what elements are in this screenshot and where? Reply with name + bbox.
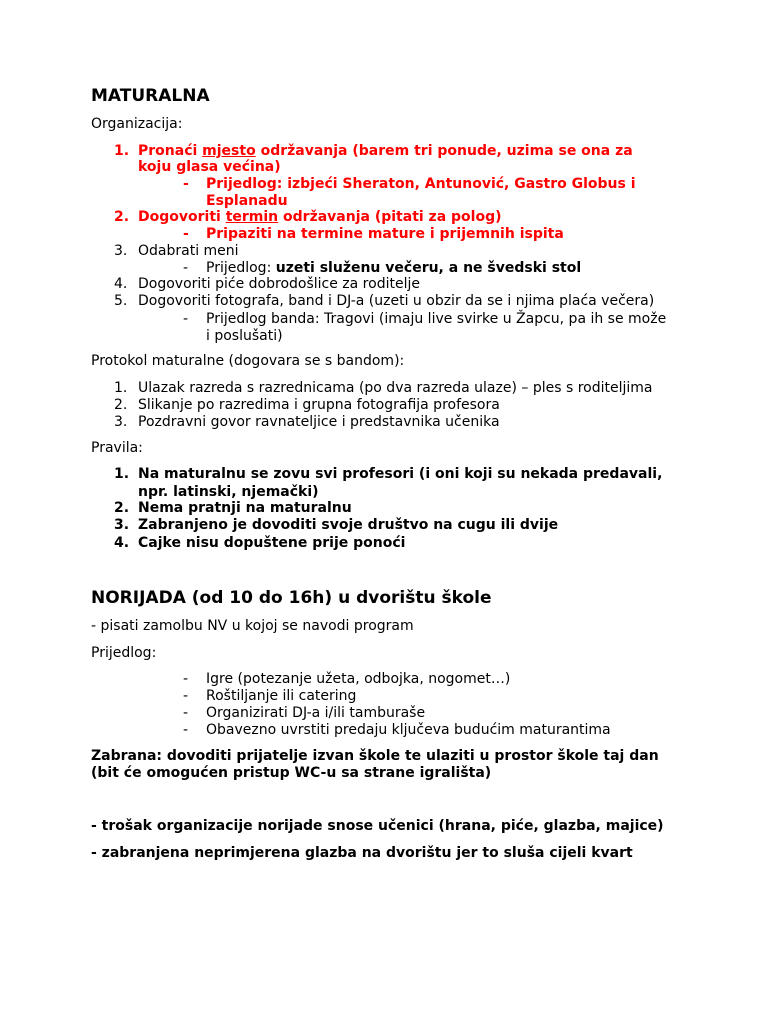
org-item-2-sub: Pripaziti na termine mature i prijemnih ispita (206, 226, 564, 242)
rules-item-1-line-1: Na maturalnu se zovu svi profesori (i oni koji su nekada predavali, (138, 466, 663, 482)
underlined-word: mjesto (202, 143, 256, 159)
org-item-2: Dogovoriti termin održavanja (pitati za polog) (138, 209, 502, 225)
dash-bullet: - (183, 671, 189, 687)
protocol-label: Protokol maturalne (dogovara se s bandom): (91, 353, 405, 369)
ban-line-2: (bit će omogućen pristup WC-u sa strane igrališta) (91, 765, 492, 781)
org-item-4: Dogovoriti piće dobrodošlice za roditelje (138, 276, 420, 292)
org-item-3-sub: Prijedlog: uzeti služenu večeru, a ne švedski stol (206, 260, 582, 276)
rules-item-4: Cajke nisu dopuštene prije ponoći (138, 535, 406, 551)
cost-note: - trošak organizacije norijade snose učenici (hrana, piće, glazba, majice) (91, 818, 664, 834)
list-number: 4. (114, 535, 130, 551)
list-number: 3. (114, 414, 128, 430)
list-number: 1. (114, 380, 128, 396)
proposal-label: Prijedlog: (91, 645, 157, 661)
underlined-word: termin (225, 209, 279, 225)
org-item-1-sub-line-1: Prijedlog: izbjeći Sheraton, Antunović, Gastro Globus i (206, 176, 636, 192)
list-number: 2. (114, 397, 128, 413)
list-number: 4. (114, 276, 128, 292)
list-number: 1. (114, 466, 130, 482)
ban-line-1: Zabrana: dovoditi prijatelje izvan škole te ulaziti u prostor škole taj dan (91, 748, 659, 764)
list-number: 1. (114, 143, 130, 159)
music-note: - zabranjena neprimjerena glazba na dvorištu jer to sluša cijeli kvart (91, 845, 633, 861)
proposal-item-4: Obavezno uvrstiti predaju ključeva budućim maturantima (206, 722, 611, 738)
rules-label: Pravila: (91, 440, 143, 456)
list-number: 3. (114, 517, 130, 533)
norijada-note: - pisati zamolbu NV u kojoj se navodi program (91, 618, 414, 634)
organizacija-label: Organizacija: (91, 116, 183, 132)
protocol-item-1: Ulazak razreda s razrednicama (po dva razreda ulaze) – ples s roditeljima (138, 380, 653, 396)
proposal-item-2: Roštiljanje ili catering (206, 688, 357, 704)
org-item-1-line-2: koju glasa većina) (138, 159, 281, 175)
proposal-item-1: Igre (potezanje užeta, odbojka, nogomet…) (206, 671, 511, 687)
rules-item-3: Zabranjeno je dovoditi svoje društvo na cugu ili dvije (138, 517, 559, 533)
dash-bullet: - (183, 176, 189, 192)
section-title-norijada: NORIJADA (od 10 do 16h) u dvorištu škole (91, 588, 492, 608)
rules-item-2: Nema pratnji na maturalnu (138, 500, 352, 516)
protocol-item-2: Slikanje po razredima i grupna fotografija profesora (138, 397, 500, 413)
list-number: 5. (114, 293, 128, 309)
org-item-5: Dogovoriti fotografa, band i DJ-a (uzeti u obzir da se i njima plaća večera) (138, 293, 655, 309)
list-number: 3. (114, 243, 128, 259)
proposal-item-3: Organizirati DJ-a i/ili tamburaše (206, 705, 426, 721)
dash-bullet: - (183, 260, 189, 276)
org-item-1-sub-line-2: Esplanadu (206, 193, 288, 209)
dash-bullet: - (183, 226, 189, 242)
dash-bullet: - (183, 705, 189, 721)
dash-bullet: - (183, 722, 189, 738)
org-item-1-line-1: Pronaći mjesto održavanja (barem tri ponude, uzima se ona za (138, 143, 633, 159)
rules-item-1-line-2: npr. latinski, njemački) (138, 484, 319, 500)
list-number: 2. (114, 209, 130, 225)
dash-bullet: - (183, 688, 189, 704)
org-item-5-sub-line-2: i poslušati) (206, 328, 283, 344)
protocol-item-3: Pozdravni govor ravnateljice i predstavnika učenika (138, 414, 500, 430)
dash-bullet: - (183, 311, 189, 327)
section-title-maturalna: MATURALNA (91, 86, 210, 106)
list-number: 2. (114, 500, 130, 516)
org-item-5-sub-line-1: Prijedlog banda: Tragovi (imaju live svirke u Žapcu, pa ih se može (206, 311, 667, 327)
org-item-3: Odabrati meni (138, 243, 239, 259)
